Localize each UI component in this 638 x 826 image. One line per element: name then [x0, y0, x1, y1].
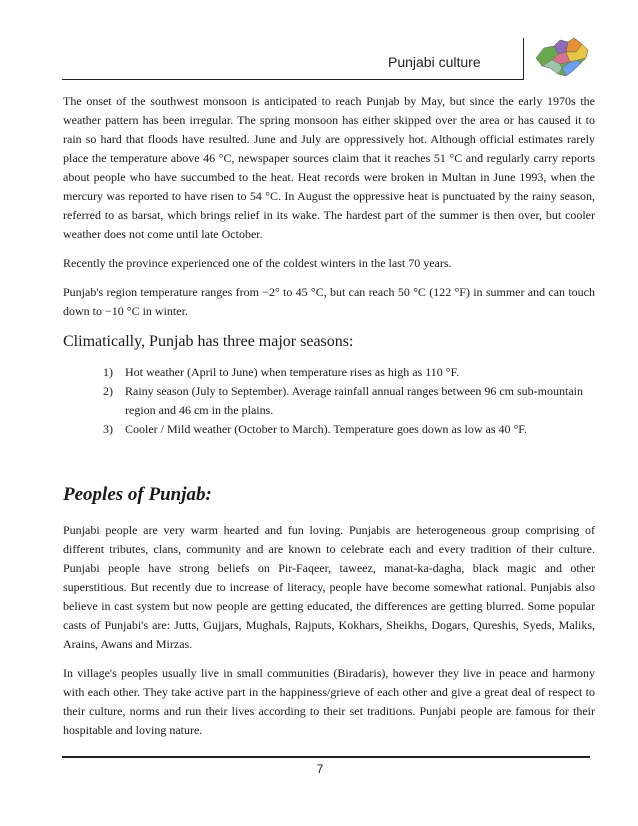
list-item-text: Cooler / Mild weather (October to March). Temperature goes down as low as 40 °F.: [125, 422, 528, 436]
page-number: 7: [316, 762, 324, 776]
village-paragraph: In village's peoples usually live in small communities (Biradaris), however they live in peace and harmony with each other. They take active part in the happiness/grieve of each other and give a great deal of respect to their culture, norms and run their lives according to their set traditions. Punjabi people are famous for their hospitable and loving nature.: [63, 666, 595, 737]
peoples-heading: Peoples of Punjab:: [63, 484, 212, 505]
list-item-number: 1): [103, 365, 113, 379]
list-item: [103, 382, 595, 420]
monsoon-paragraph: The onset of the southwest monsoon is anticipated to reach Punjab by May, but since the early 1970s the weather pattern has been irregular. The spring monsoon has either skipped over the area or has caused it to rain so hard that floods have resulted. June and July are oppressively hot. Although official estimates rarely place the temperature above 46 °C, newspaper sources claim that it reaches 51 °C and regularly carry reports about people who have succumbed to the heat. Heat records were broken in Multan in June 1993, when the mercury was reported to have risen to 54 °C. In August the oppressive heat is punctuated by the rainy season, referred to as barsat, which brings relief in its wake. The hardest part of the summer is then over, but cooler weather does not come until late October.: [63, 94, 595, 241]
page-content: [63, 92, 595, 750]
temperature-range-paragraph: Punjab's region temperature ranges from −2° to 45 °C, but can reach 50 °C (122 °F) in summer and can touch down to −10 °C in winter.: [63, 285, 595, 318]
seasons-heading: Climatically, Punjab has three major seasons:: [63, 333, 354, 350]
header-vertical-divider: [523, 38, 524, 80]
footer-divider: [62, 756, 590, 758]
punjab-map-logo-icon: [530, 36, 592, 80]
winter-paragraph: Recently the province experienced one of the coldest winters in the last 70 years.: [63, 256, 452, 270]
list-item: [103, 363, 595, 382]
header-title: Punjabi culture: [388, 54, 481, 70]
list-item-number: 2): [103, 384, 113, 398]
list-item-text: Hot weather (April to June) when temperature rises as high as 110 °F.: [125, 365, 460, 379]
seasons-list: [63, 363, 595, 439]
header-divider: [62, 79, 524, 80]
peoples-paragraph: Punjabi people are very warm hearted and fun loving. Punjabis are heterogeneous group comprising of different tributes, clans, community and are known to celebrate each and every tradition of their culture. Punjabi people have strong beliefs on Pir-Faqeer, taweez, manat-ka-dagha, black magic and other superstitious. But recently due to increase of literacy, people have become somewhat rational. Punjabis also believe in cast system but now people are getting educated, the differences are getting blurred. Some popular casts of Punjabi's are: Jutts, Gujjars, Mughals, Rajputs, Kokhars, Sheikhs, Dogars, Qureshis, Syeds, Maliks, Arains, Awans and Mirzas.: [63, 523, 595, 651]
list-item-number: 3): [103, 422, 113, 436]
list-item: [103, 420, 595, 439]
list-item-text: Rainy season (July to September). Average rainfall annual ranges between 96 cm sub-mountain region and 46 cm in the plains.: [125, 384, 583, 417]
